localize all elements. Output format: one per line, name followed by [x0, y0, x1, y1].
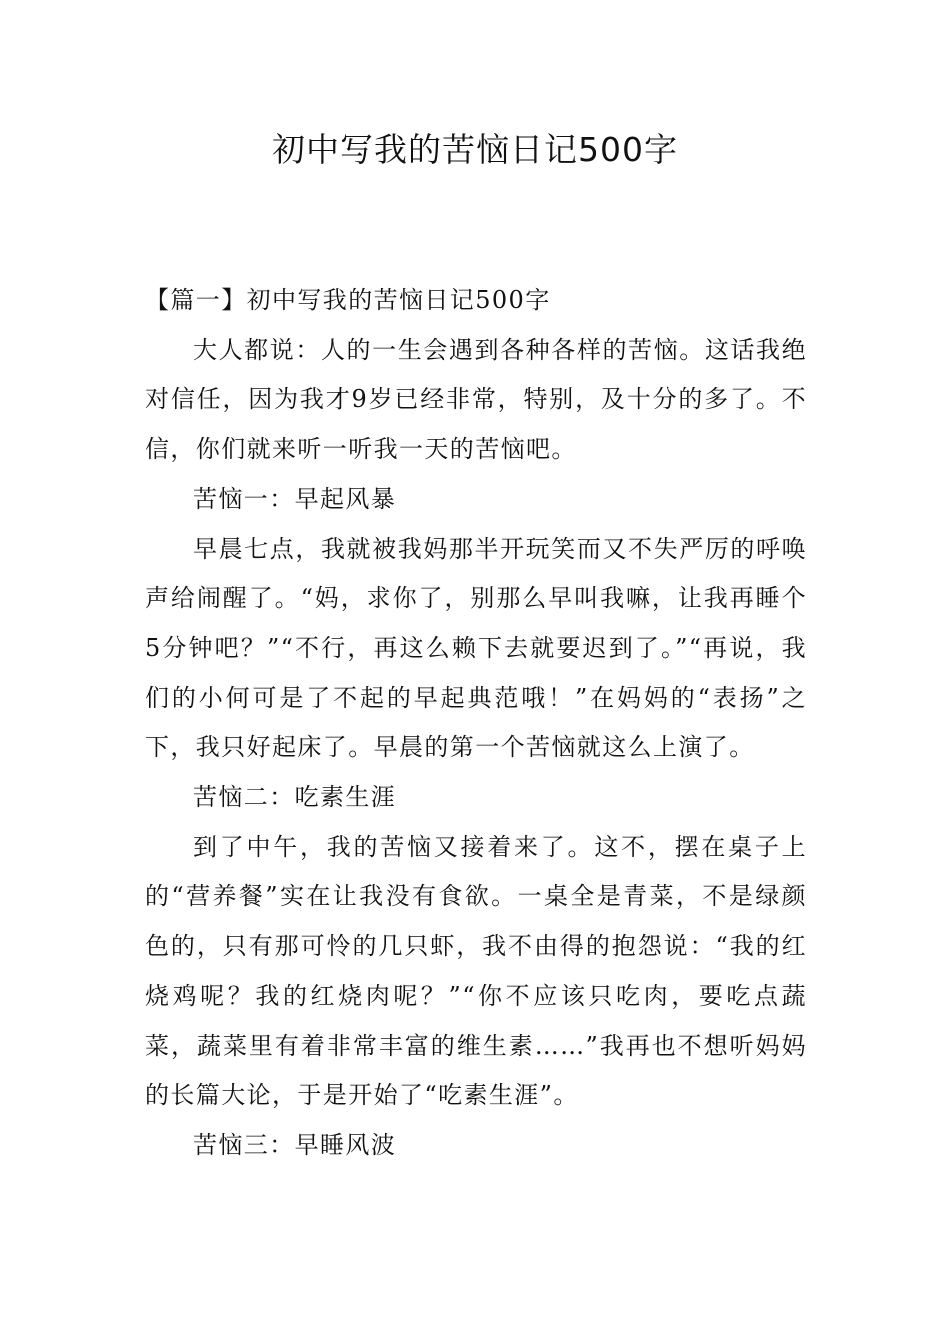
subheading-worry-two: 苦恼二：吃素生涯 — [193, 783, 397, 812]
subheading-worry-one: 苦恼一：早起风暴 — [193, 484, 397, 513]
paragraph-intro: 大人都说：人的一生会遇到各种各样的苦恼。这话我绝对信任，因为我才9岁已经非常，特别，及十分的多了。不信，你们就来听一听我一天的苦恼吧。 — [145, 335, 807, 464]
paragraph-noon: 到了中午，我的苦恼又接着来了。这不，摆在桌子上的“营养餐”实在让我没有食欲。一桌全是青菜，不是绿颜色的，只有那可怜的几只虾，我不由得的抱怨说：“我的红烧鸡呢？我的红烧肉呢？”“你不应该只吃肉，要吃点蔬菜，蔬菜里有着非常丰富的维生素……”我再也不想听妈妈的长篇大论，于是开始了“吃素生涯”。 — [145, 832, 807, 1110]
document-body — [145, 276, 807, 1171]
document-title: 初中写我的苦恼日记500字 — [272, 130, 678, 169]
paragraph-morning: 早晨七点，我就被我妈那半开玩笑而又不失严厉的呼唤声给闹醒了。“妈，求你了，别那么早叫我嘛，让我再睡个5分钟吧？”“不行，再这么赖下去就要迟到了。”“再说，我们的小何可是了不起的早起典范哦！”在妈妈的“表扬”之下，我只好起床了。早晨的第一个苦恼就这么上演了。 — [145, 534, 807, 762]
subheading-worry-three: 苦恼三：早睡风波 — [193, 1130, 397, 1159]
section-heading: 【篇一】初中写我的苦恼日记500字 — [145, 286, 551, 314]
